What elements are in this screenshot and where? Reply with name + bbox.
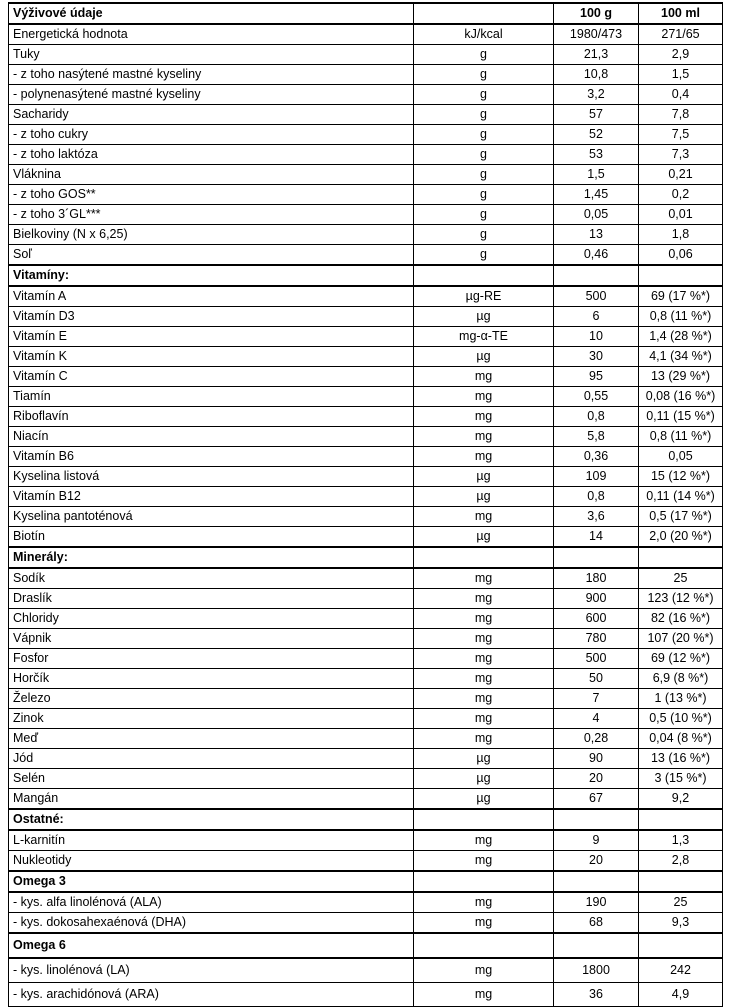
value-100g: 0,46 xyxy=(554,245,639,266)
nutrient-unit: g xyxy=(414,85,554,105)
table-row xyxy=(9,286,723,307)
value-100g: 67 xyxy=(554,789,639,810)
value-100ml: 2,8 xyxy=(639,851,723,872)
nutrient-unit: g xyxy=(414,165,554,185)
table-header-row xyxy=(9,3,723,24)
nutrient-unit: mg xyxy=(414,447,554,467)
section-header-empty-cell xyxy=(554,871,639,892)
nutrient-name: Vitamín D3 xyxy=(9,307,414,327)
nutrient-name: Vitamín B12 xyxy=(9,487,414,507)
table-row xyxy=(9,609,723,629)
nutrient-unit: mg xyxy=(414,367,554,387)
nutrient-name: Soľ xyxy=(9,245,414,266)
nutrient-name: Niacín xyxy=(9,427,414,447)
value-100ml: 6,9 (8 %*) xyxy=(639,669,723,689)
nutrient-name: Vláknina xyxy=(9,165,414,185)
nutrient-name: Vitamín A xyxy=(9,286,414,307)
table-row xyxy=(9,165,723,185)
table-row xyxy=(9,913,723,934)
section-title: Ostatné: xyxy=(9,809,414,830)
table-row xyxy=(9,851,723,872)
table-row xyxy=(9,983,723,1007)
value-100g: 6 xyxy=(554,307,639,327)
nutrient-name: Vápnik xyxy=(9,629,414,649)
value-100g: 1,5 xyxy=(554,165,639,185)
table-row xyxy=(9,205,723,225)
nutrient-unit: kJ/kcal xyxy=(414,24,554,45)
nutrient-unit: mg xyxy=(414,609,554,629)
section-header-row xyxy=(9,547,723,568)
value-100g: 1800 xyxy=(554,958,639,983)
nutrient-unit: mg xyxy=(414,507,554,527)
section-header-empty-cell xyxy=(414,933,554,958)
value-100g: 52 xyxy=(554,125,639,145)
nutrient-name: - z toho cukry xyxy=(9,125,414,145)
value-100ml: 9,2 xyxy=(639,789,723,810)
value-100g: 21,3 xyxy=(554,45,639,65)
value-100g: 30 xyxy=(554,347,639,367)
table-row xyxy=(9,789,723,810)
table-row xyxy=(9,225,723,245)
value-100g: 0,8 xyxy=(554,487,639,507)
value-100ml: 13 (16 %*) xyxy=(639,749,723,769)
section-header-empty-cell xyxy=(414,809,554,830)
value-100g: 500 xyxy=(554,649,639,669)
value-100ml: 123 (12 %*) xyxy=(639,589,723,609)
table-row xyxy=(9,629,723,649)
nutrient-name: Mangán xyxy=(9,789,414,810)
value-100g: 10 xyxy=(554,327,639,347)
section-title: Omega 6 xyxy=(9,933,414,958)
nutrient-name: Riboflavín xyxy=(9,407,414,427)
value-100g: 10,8 xyxy=(554,65,639,85)
table-row xyxy=(9,729,723,749)
nutrient-unit: mg xyxy=(414,689,554,709)
value-100ml: 4,1 (34 %*) xyxy=(639,347,723,367)
nutrient-name: Tuky xyxy=(9,45,414,65)
value-100ml: 1,3 xyxy=(639,830,723,851)
value-100g: 57 xyxy=(554,105,639,125)
nutrient-name: Bielkoviny (N x 6,25) xyxy=(9,225,414,245)
value-100g: 0,36 xyxy=(554,447,639,467)
value-100g: 780 xyxy=(554,629,639,649)
table-row xyxy=(9,427,723,447)
nutrient-unit: mg xyxy=(414,649,554,669)
value-100ml: 0,06 xyxy=(639,245,723,266)
nutrient-unit: mg xyxy=(414,983,554,1007)
value-100ml: 9,3 xyxy=(639,913,723,934)
nutrient-name: Selén xyxy=(9,769,414,789)
section-header-empty-cell xyxy=(639,265,723,286)
nutrient-name: Vitamín K xyxy=(9,347,414,367)
value-100ml: 0,05 xyxy=(639,447,723,467)
nutrient-name: - kys. linolénová (LA) xyxy=(9,958,414,983)
nutrient-unit: g xyxy=(414,145,554,165)
table-row xyxy=(9,467,723,487)
value-100ml: 0,11 (15 %*) xyxy=(639,407,723,427)
nutrient-name: Vitamín B6 xyxy=(9,447,414,467)
table-row xyxy=(9,65,723,85)
value-100ml: 0,5 (10 %*) xyxy=(639,709,723,729)
nutrient-unit: µg xyxy=(414,527,554,548)
nutrition-table-body xyxy=(9,3,723,1007)
nutrient-name: Kyselina listová xyxy=(9,467,414,487)
value-100ml: 0,2 xyxy=(639,185,723,205)
value-100ml: 2,9 xyxy=(639,45,723,65)
nutrient-name: Sodík xyxy=(9,568,414,589)
section-header-empty-cell xyxy=(414,871,554,892)
value-100ml: 0,08 (16 %*) xyxy=(639,387,723,407)
value-100g: 50 xyxy=(554,669,639,689)
nutrient-name: Biotín xyxy=(9,527,414,548)
nutrient-unit: g xyxy=(414,245,554,266)
nutrient-unit: mg xyxy=(414,729,554,749)
nutrient-name: Meď xyxy=(9,729,414,749)
nutrient-name: Draslík xyxy=(9,589,414,609)
nutrient-unit: mg xyxy=(414,387,554,407)
section-header-empty-cell xyxy=(639,809,723,830)
nutrient-unit: mg xyxy=(414,830,554,851)
nutrient-name: Energetická hodnota xyxy=(9,24,414,45)
table-row xyxy=(9,830,723,851)
value-100g: 20 xyxy=(554,851,639,872)
nutrient-unit: µg xyxy=(414,307,554,327)
section-title: Omega 3 xyxy=(9,871,414,892)
nutrient-unit: µg xyxy=(414,487,554,507)
section-header-row xyxy=(9,871,723,892)
value-100g: 0,05 xyxy=(554,205,639,225)
nutrient-unit: mg xyxy=(414,892,554,913)
value-100g: 0,55 xyxy=(554,387,639,407)
nutrient-unit: g xyxy=(414,65,554,85)
value-100g: 90 xyxy=(554,749,639,769)
section-header-row xyxy=(9,933,723,958)
value-100g: 1980/473 xyxy=(554,24,639,45)
nutrient-unit: mg-α-TE xyxy=(414,327,554,347)
value-100g: 109 xyxy=(554,467,639,487)
header-unit-cell xyxy=(414,3,554,24)
nutrient-unit: mg xyxy=(414,913,554,934)
table-row xyxy=(9,749,723,769)
value-100ml: 69 (17 %*) xyxy=(639,286,723,307)
section-header-empty-cell xyxy=(554,933,639,958)
value-100ml: 15 (12 %*) xyxy=(639,467,723,487)
nutrient-unit: mg xyxy=(414,709,554,729)
section-header-row xyxy=(9,809,723,830)
table-row xyxy=(9,45,723,65)
value-100g: 600 xyxy=(554,609,639,629)
value-100ml: 1,5 xyxy=(639,65,723,85)
nutrition-table xyxy=(8,2,723,1007)
nutrient-unit: g xyxy=(414,205,554,225)
nutrient-name: Sacharidy xyxy=(9,105,414,125)
value-100ml: 69 (12 %*) xyxy=(639,649,723,669)
nutrient-name: Nukleotidy xyxy=(9,851,414,872)
value-100g: 0,28 xyxy=(554,729,639,749)
nutrient-unit: mg xyxy=(414,568,554,589)
value-100ml: 0,8 (11 %*) xyxy=(639,427,723,447)
value-100g: 180 xyxy=(554,568,639,589)
table-row xyxy=(9,568,723,589)
nutrient-unit: µg xyxy=(414,749,554,769)
table-title: Výživové údaje xyxy=(9,3,414,24)
table-row xyxy=(9,24,723,45)
value-100ml: 0,01 xyxy=(639,205,723,225)
table-row xyxy=(9,958,723,983)
nutrient-unit: g xyxy=(414,185,554,205)
nutrient-name: - kys. alfa linolénová (ALA) xyxy=(9,892,414,913)
table-row xyxy=(9,145,723,165)
nutrient-unit: g xyxy=(414,125,554,145)
value-100ml: 7,8 xyxy=(639,105,723,125)
table-row xyxy=(9,85,723,105)
value-100g: 4 xyxy=(554,709,639,729)
nutrient-name: Železo xyxy=(9,689,414,709)
nutrient-unit: mg xyxy=(414,427,554,447)
value-100ml: 0,8 (11 %*) xyxy=(639,307,723,327)
table-row xyxy=(9,327,723,347)
value-100g: 9 xyxy=(554,830,639,851)
value-100g: 3,6 xyxy=(554,507,639,527)
nutrient-unit: g xyxy=(414,105,554,125)
nutrient-name: - z toho nasýtené mastné kyseliny xyxy=(9,65,414,85)
nutrient-unit: µg-RE xyxy=(414,286,554,307)
nutrient-unit: µg xyxy=(414,769,554,789)
nutrient-name: Tiamín xyxy=(9,387,414,407)
nutrient-unit: µg xyxy=(414,789,554,810)
value-100ml: 7,5 xyxy=(639,125,723,145)
value-100ml: 271/65 xyxy=(639,24,723,45)
nutrient-name: - z toho laktóza xyxy=(9,145,414,165)
value-100ml: 0,4 xyxy=(639,85,723,105)
table-row xyxy=(9,689,723,709)
nutrient-name: Kyselina pantoténová xyxy=(9,507,414,527)
section-header-empty-cell xyxy=(639,871,723,892)
nutrient-name: - z toho 3´GL*** xyxy=(9,205,414,225)
value-100g: 3,2 xyxy=(554,85,639,105)
nutrient-unit: mg xyxy=(414,407,554,427)
nutrient-name: Zinok xyxy=(9,709,414,729)
section-title: Minerály: xyxy=(9,547,414,568)
table-row xyxy=(9,892,723,913)
nutrient-unit: mg xyxy=(414,958,554,983)
value-100g: 0,8 xyxy=(554,407,639,427)
nutrient-name: - kys. arachidónová (ARA) xyxy=(9,983,414,1007)
value-100g: 53 xyxy=(554,145,639,165)
nutrient-name: Horčík xyxy=(9,669,414,689)
table-row xyxy=(9,387,723,407)
section-title: Vitamíny: xyxy=(9,265,414,286)
table-row xyxy=(9,347,723,367)
value-100ml: 242 xyxy=(639,958,723,983)
table-row xyxy=(9,407,723,427)
value-100ml: 107 (20 %*) xyxy=(639,629,723,649)
value-100g: 36 xyxy=(554,983,639,1007)
table-row xyxy=(9,649,723,669)
value-100g: 68 xyxy=(554,913,639,934)
nutrient-name: - kys. dokosahexaénová (DHA) xyxy=(9,913,414,934)
nutrient-unit: µg xyxy=(414,347,554,367)
value-100g: 900 xyxy=(554,589,639,609)
value-100g: 500 xyxy=(554,286,639,307)
value-100ml: 3 (15 %*) xyxy=(639,769,723,789)
value-100g: 13 xyxy=(554,225,639,245)
table-row xyxy=(9,507,723,527)
section-header-empty-cell xyxy=(414,265,554,286)
value-100ml: 0,5 (17 %*) xyxy=(639,507,723,527)
value-100ml: 25 xyxy=(639,568,723,589)
value-100ml: 0,21 xyxy=(639,165,723,185)
table-row xyxy=(9,367,723,387)
nutrient-name: - z toho GOS** xyxy=(9,185,414,205)
table-row xyxy=(9,669,723,689)
nutrient-name: - polynenasýtené mastné kyseliny xyxy=(9,85,414,105)
table-row xyxy=(9,487,723,507)
value-100g: 14 xyxy=(554,527,639,548)
nutrient-unit: mg xyxy=(414,629,554,649)
section-header-empty-cell xyxy=(639,933,723,958)
value-100g: 5,8 xyxy=(554,427,639,447)
section-header-row xyxy=(9,265,723,286)
value-100ml: 1,8 xyxy=(639,225,723,245)
table-row xyxy=(9,527,723,548)
value-100ml: 1 (13 %*) xyxy=(639,689,723,709)
value-100ml: 25 xyxy=(639,892,723,913)
table-row xyxy=(9,125,723,145)
table-row xyxy=(9,709,723,729)
nutrient-unit: mg xyxy=(414,851,554,872)
value-100g: 7 xyxy=(554,689,639,709)
value-100g: 1,45 xyxy=(554,185,639,205)
value-100g: 20 xyxy=(554,769,639,789)
value-100ml: 82 (16 %*) xyxy=(639,609,723,629)
value-100ml: 4,9 xyxy=(639,983,723,1007)
nutrient-name: L-karnitín xyxy=(9,830,414,851)
nutrient-unit: g xyxy=(414,45,554,65)
value-100ml: 1,4 (28 %*) xyxy=(639,327,723,347)
nutrient-unit: mg xyxy=(414,669,554,689)
section-header-empty-cell xyxy=(554,809,639,830)
table-row xyxy=(9,105,723,125)
nutrient-name: Vitamín C xyxy=(9,367,414,387)
nutrient-name: Jód xyxy=(9,749,414,769)
header-100g: 100 g xyxy=(554,3,639,24)
table-row xyxy=(9,245,723,266)
section-header-empty-cell xyxy=(554,547,639,568)
section-header-empty-cell xyxy=(639,547,723,568)
nutrient-name: Chloridy xyxy=(9,609,414,629)
section-header-empty-cell xyxy=(414,547,554,568)
nutrient-name: Vitamín E xyxy=(9,327,414,347)
table-row xyxy=(9,447,723,467)
nutrient-unit: µg xyxy=(414,467,554,487)
value-100g: 95 xyxy=(554,367,639,387)
table-row xyxy=(9,307,723,327)
value-100ml: 0,11 (14 %*) xyxy=(639,487,723,507)
nutrient-unit: g xyxy=(414,225,554,245)
table-row xyxy=(9,769,723,789)
value-100ml: 2,0 (20 %*) xyxy=(639,527,723,548)
section-header-empty-cell xyxy=(554,265,639,286)
table-row xyxy=(9,589,723,609)
nutrient-name: Fosfor xyxy=(9,649,414,669)
value-100g: 190 xyxy=(554,892,639,913)
value-100ml: 7,3 xyxy=(639,145,723,165)
value-100ml: 13 (29 %*) xyxy=(639,367,723,387)
nutrient-unit: mg xyxy=(414,589,554,609)
table-row xyxy=(9,185,723,205)
header-100ml: 100 ml xyxy=(639,3,723,24)
value-100ml: 0,04 (8 %*) xyxy=(639,729,723,749)
